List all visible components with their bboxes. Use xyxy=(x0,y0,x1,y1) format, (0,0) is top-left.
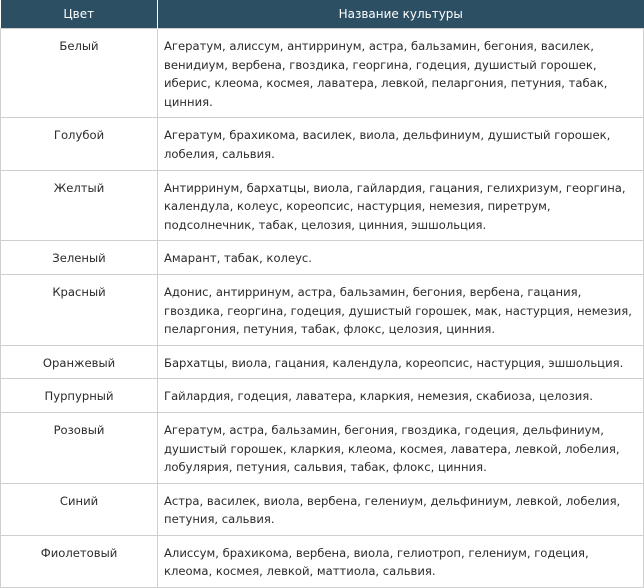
color-cell: Красный xyxy=(1,274,158,345)
color-cell: Оранжевый xyxy=(1,345,158,379)
color-cell: Белый xyxy=(1,29,158,118)
plants-cell: Агератум, брахикома, василек, виола, дельфиниум, душистый горошек, лобелия, сальвия. xyxy=(158,118,644,170)
plants-cell: Астра, василек, виола, вербена, гелениум, дельфиниум, левкой, лобелия, петуния, сальвия. xyxy=(158,483,644,535)
plants-cell: Алиссум, брахикома, вербена, виола, гелиотроп, гелениум, годеция, клеома, космея, левкой, маттиола, сальвия. xyxy=(158,535,644,587)
table-row xyxy=(1,170,644,241)
color-cell: Синий xyxy=(1,483,158,535)
header-color: Цвет xyxy=(1,0,158,29)
table-row xyxy=(1,412,644,483)
color-cell: Фиолетовый xyxy=(1,535,158,587)
table-row xyxy=(1,379,644,413)
plants-cell: Гайлардия, годеция, лаватера, кларкия, немезия, скабиоза, целозия. xyxy=(158,379,644,413)
table-body xyxy=(1,29,644,588)
color-cell: Зеленый xyxy=(1,241,158,275)
color-cell: Пурпурный xyxy=(1,379,158,413)
plants-cell: Агератум, алиссум, антирринум, астра, бальзамин, бегония, василек, венидиум, вербена, гвоздика, георгина, годеция, душистый горошек, иберис, клеома, космея, лаватера, левкой, пеларгония, петуния, табак, цинния. xyxy=(158,29,644,118)
table-header xyxy=(1,0,644,29)
table-row xyxy=(1,241,644,275)
header-row xyxy=(1,0,644,29)
table-row xyxy=(1,483,644,535)
header-plant-name: Название культуры xyxy=(158,0,644,29)
table-row xyxy=(1,535,644,587)
table-row xyxy=(1,274,644,345)
table-row xyxy=(1,29,644,118)
plants-cell: Антирринум, бархатцы, виола, гайлардия, гацания, гелихризум, георгина, календула, колеус, кореопсис, настурция, немезия, пиретрум, подсолнечник, табак, целозия, цинния, эшшольция. xyxy=(158,170,644,241)
plants-cell: Бархатцы, виола, гацания, календула, кореопсис, настурция, эшшольция. xyxy=(158,345,644,379)
color-cell: Желтый xyxy=(1,170,158,241)
plants-cell: Агератум, астра, бальзамин, бегония, гвоздика, годеция, дельфиниум, душистый горошек, кларкия, клеома, космея, лаватера, левкой, лобелия, лобулярия, петуния, сальвия, табак, флокс, цинния. xyxy=(158,412,644,483)
color-cell: Розовый xyxy=(1,412,158,483)
color-cell: Голубой xyxy=(1,118,158,170)
table-row xyxy=(1,345,644,379)
plants-cell: Амарант, табак, колеус. xyxy=(158,241,644,275)
plants-cell: Адонис, антирринум, астра, бальзамин, бегония, вербена, гацания, гвоздика, георгина, годеция, душистый горошек, мак, настурция, немезия, пеларгония, петуния, табак, флокс, целозия, цинния. xyxy=(158,274,644,345)
table-row xyxy=(1,118,644,170)
